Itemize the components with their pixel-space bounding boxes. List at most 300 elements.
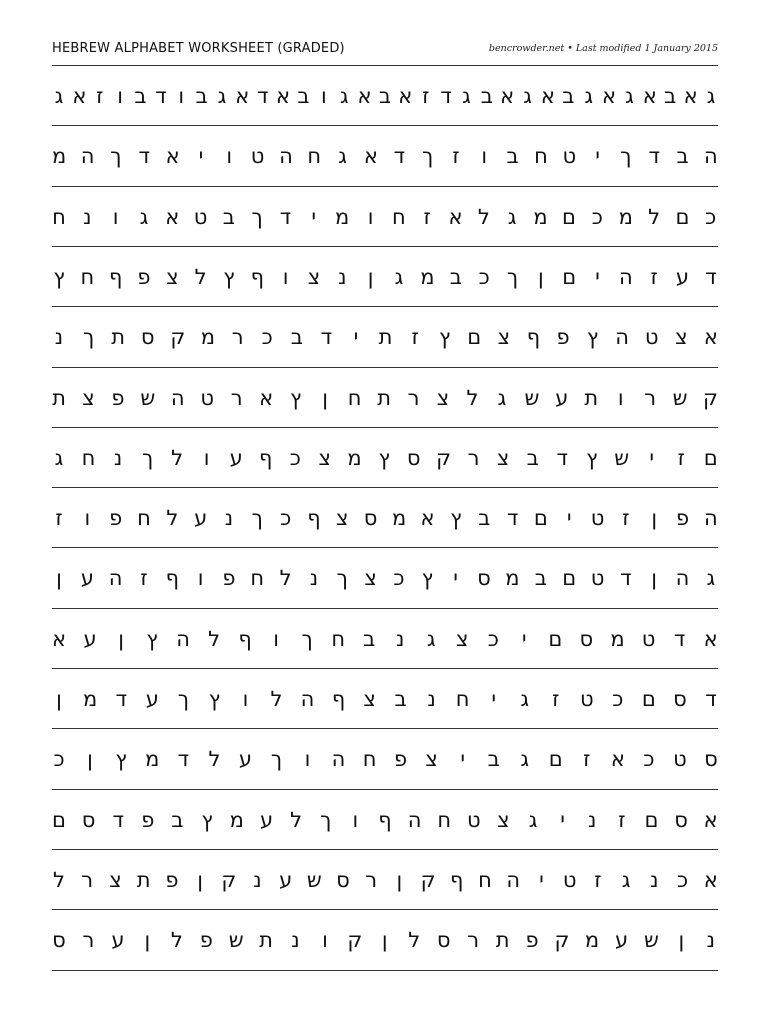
hebrew-letter: י [595,264,600,289]
hebrew-letter: ף [307,506,321,531]
hebrew-letter: ע [279,867,293,892]
hebrew-letter: א [398,84,413,108]
ruled-line [52,728,718,729]
hebrew-letter: ג [520,687,530,711]
hebrew-letter: ח [331,626,346,651]
hebrew-letter: ר [365,867,378,892]
hebrew-letter: ח [52,204,66,229]
hebrew-letter: ג [528,807,538,832]
hebrew-letter: ה [704,144,718,169]
hebrew-letter: י [649,445,655,470]
hebrew-letter: ך [421,144,434,169]
hebrew-letter: ח [455,687,470,711]
hebrew-letter: ז [650,264,658,289]
hebrew-letter: ם [562,566,577,591]
hebrew-letter: ן [87,747,93,772]
hebrew-letter: ז [594,867,602,892]
hebrew-letter: צ [82,385,95,410]
hebrew-letter: נ [54,325,64,350]
hebrew-letter: כ [53,747,65,772]
hebrew-letter: ט [590,566,605,591]
hebrew-letter: מ [533,204,548,229]
hebrew-letter: ר [644,385,657,410]
hebrew-letter: מ [200,325,216,350]
hebrew-letter: ת [111,325,126,350]
hebrew-letter: ם [644,807,659,832]
hebrew-letter: ן [381,928,388,953]
hebrew-letter: ג [426,626,436,651]
hebrew-letter: כ [261,325,273,350]
hebrew-letter: פ [111,385,125,410]
hebrew-letter: מ [347,445,362,470]
hebrew-letter: ף [450,867,464,892]
hebrew-letter: ט [590,506,605,531]
hebrew-letter: ק [554,928,570,953]
hebrew-letter: ל [466,385,479,410]
hebrew-letter: ד [440,84,452,108]
hebrew-letter: ץ [290,385,302,410]
hebrew-letter: מ [335,204,350,229]
hebrew-letter: א [165,204,180,229]
hebrew-letter: ץ [53,264,65,289]
hebrew-letter: ג [338,144,347,169]
hebrew-letter: ם [52,807,66,832]
hebrew-letter: ץ [223,264,235,289]
hebrew-letter: י [198,144,204,169]
hebrew-letter: ן [651,566,658,591]
hebrew-letter: ט [641,626,656,651]
hebrew-letter: ה [675,566,690,591]
hebrew-letter: מ [83,687,98,711]
page-title: HEBREW ALPHABET WORKSHEET (GRADED) [52,41,345,56]
hebrew-letter: צ [496,445,510,470]
hebrew-letter: ג [621,867,631,892]
hebrew-letter: ו [320,84,327,108]
hebrew-letter: ב [480,84,493,108]
hebrew-letter: ן [144,928,151,953]
hebrew-letter: ל [166,506,179,531]
hebrew-letter: ם [467,325,482,350]
hebrew-letter: א [276,84,291,108]
hebrew-letter: א [72,84,87,108]
hebrew-letter: ץ [450,506,462,531]
hebrew-letter: ם [562,264,577,289]
hebrew-letter: ע [145,687,159,711]
letter-row [52,262,718,292]
hebrew-letter: מ [229,807,244,832]
hebrew-letter: ג [706,84,716,108]
hebrew-letter: ך [82,325,95,350]
hebrew-letter: ץ [201,807,213,832]
hebrew-letter: ת [377,385,391,410]
hebrew-letter: מ [391,506,407,531]
source-and-date: bencrowder.net • Last modified 1 January 2015 [488,43,718,54]
hebrew-letter: ג [523,84,532,108]
hebrew-letter: ז [55,506,63,531]
hebrew-letter: ט [193,204,208,229]
hebrew-letter: צ [497,325,511,350]
ruled-line [52,65,718,66]
hebrew-letter: פ [199,928,213,953]
hebrew-letter: ח [437,807,452,832]
hebrew-letter: ש [228,928,244,953]
hebrew-letter: ז [411,325,419,350]
hebrew-letter: ד [279,204,292,229]
hebrew-letter: צ [497,807,510,832]
hebrew-letter: כ [393,566,405,591]
hebrew-letter: ץ [586,325,599,350]
hebrew-letter: ו [481,144,488,169]
letter-row [52,81,718,111]
hebrew-letter: ת [584,385,599,410]
letter-row [52,805,718,835]
hebrew-letter: ל [648,204,661,229]
hebrew-letter: ק [221,867,237,892]
ruled-line [52,186,718,187]
hebrew-letter: ה [80,144,95,169]
hebrew-letter: ח [534,144,548,169]
ruled-line [52,849,718,850]
hebrew-letter: ב [676,144,689,169]
hebrew-letter: מ [52,144,67,169]
hebrew-letter: א [420,506,435,531]
hebrew-letter: א [703,807,718,832]
letter-row [52,383,718,413]
hebrew-letter: ו [117,84,123,108]
hebrew-letter: ל [279,566,292,591]
hebrew-letter: ך [251,204,263,229]
hebrew-letter: א [165,144,180,169]
letter-row [52,624,718,654]
hebrew-letter: פ [109,506,123,531]
hebrew-letter: ה [618,264,633,289]
hebrew-letter: ט [200,385,215,410]
hebrew-letter: ב [449,264,462,289]
hebrew-letter: כ [591,204,603,229]
hebrew-letter: י [595,144,600,169]
ruled-line [52,909,718,910]
hebrew-letter: ם [641,687,656,711]
hebrew-letter: י [539,867,544,892]
hebrew-letter: כ [478,264,490,289]
hebrew-letter: ו [282,264,289,289]
hebrew-letter: ד [155,84,167,108]
hebrew-letter: ב [664,84,677,108]
hebrew-letter: ע [83,626,97,651]
hebrew-letter: ח [80,264,95,289]
letter-row [52,925,718,955]
hebrew-letter: ל [171,445,184,470]
hebrew-letter: י [460,747,466,772]
hebrew-letter: ד [620,566,632,591]
hebrew-letter: ע [259,807,274,832]
ruled-line [52,427,718,428]
hebrew-letter: א [540,84,555,108]
hebrew-letter: ק [420,867,436,892]
letter-row [52,684,718,714]
hebrew-letter: י [566,506,572,531]
hebrew-letter: י [453,566,458,591]
hebrew-letter: ש [306,867,322,892]
hebrew-letter: ק [703,385,718,410]
hebrew-letter: פ [165,867,179,892]
hebrew-letter: ג [462,84,471,108]
hebrew-letter: ן [118,626,124,651]
hebrew-letter: ק [170,325,186,350]
hebrew-letter: ב [290,325,303,350]
hebrew-letter: ס [336,867,350,892]
ruled-line [52,668,718,669]
hebrew-letter: ע [80,566,94,591]
hebrew-letter: ד [177,747,190,772]
hebrew-letter: ג [54,445,64,470]
hebrew-letter: צ [436,385,450,410]
hebrew-letter: ל [408,928,421,953]
hebrew-letter: ד [393,144,406,169]
hebrew-letter: ף [526,325,541,350]
hebrew-letter: ז [96,84,104,108]
hebrew-letter: ק [347,928,363,953]
hebrew-letter: ט [466,807,481,832]
hebrew-letter: ז [583,747,591,772]
hebrew-letter: א [357,84,372,108]
hebrew-letter: ג [625,84,634,108]
hebrew-letter: ע [238,747,253,772]
hebrew-letter: צ [364,566,377,591]
hebrew-letter: ב [222,204,235,229]
hebrew-letter: ץ [421,566,433,591]
hebrew-letter: ת [259,928,273,953]
hebrew-letter: מ [618,204,633,229]
hebrew-letter: ן [367,264,374,289]
hebrew-letter: א [703,867,718,892]
hebrew-letter: ח [392,204,406,229]
hebrew-letter: כ [705,204,717,229]
hebrew-letter: ו [203,445,210,470]
hebrew-letter: כ [643,747,655,772]
hebrew-letter: ט [673,747,687,772]
hebrew-letter: ה [108,566,123,591]
hebrew-letter: ן [56,687,62,711]
hebrew-letter: ח [347,385,362,410]
hebrew-letter: ץ [586,445,598,470]
hebrew-letter: ד [256,84,269,108]
hebrew-letter: ה [170,385,185,410]
hebrew-letter: מ [145,747,160,772]
hebrew-letter: ם [675,204,690,229]
hebrew-letter: ד [506,506,519,531]
hebrew-letter: צ [307,264,321,289]
hebrew-letter: ז [423,204,431,229]
hebrew-letter: ס [52,928,66,953]
hebrew-letter: ס [477,566,491,591]
letter-row [52,322,718,352]
hebrew-letter: ג [339,84,349,108]
hebrew-letter: ו [112,204,119,229]
hebrew-letter: ד [705,264,717,289]
hebrew-letter: ג [507,204,517,229]
hebrew-letter: ב [526,445,539,470]
hebrew-letter: ץ [115,747,127,772]
hebrew-letter: י [521,626,527,651]
hebrew-letter: ל [170,928,183,953]
hebrew-letter: פ [137,264,151,289]
hebrew-letter: ס [673,687,687,711]
hebrew-letter: ש [644,928,659,953]
ruled-line [52,125,718,126]
hebrew-letter: ה [506,867,521,892]
hebrew-letter: ד [705,687,717,711]
hebrew-letter: ג [54,84,64,108]
hebrew-letter: ו [197,566,204,591]
hebrew-letter: ו [242,687,249,711]
hebrew-letter: ב [562,84,575,108]
hebrew-letter: כ [487,626,499,651]
hebrew-letter: ת [136,867,151,892]
hebrew-letter: ו [226,144,233,169]
hebrew-letter: ת [495,928,510,953]
hebrew-letter: ע [194,506,208,531]
ruled-line [52,547,718,548]
hebrew-letter: ב [478,506,491,531]
hebrew-letter: א [703,325,718,350]
hebrew-letter: ז [677,445,685,470]
hebrew-letter: פ [556,325,570,350]
hebrew-letter: ו [273,626,280,651]
hebrew-letter: א [259,385,274,410]
hebrew-letter: ף [250,264,265,289]
hebrew-letter: ח [137,506,151,531]
hebrew-letter: כ [289,445,301,470]
hebrew-letter: ב [394,687,407,711]
hebrew-letter: ח [362,747,377,772]
hebrew-letter: ך [620,144,632,169]
hebrew-letter: כ [676,867,689,892]
letter-row [52,141,718,171]
hebrew-letter: ן [651,506,658,531]
hebrew-letter: ש [614,445,630,470]
hebrew-letter: ל [477,204,490,229]
hebrew-letter: ה [176,626,190,651]
hebrew-letter: ס [406,445,421,470]
hebrew-letter: ג [217,84,227,108]
ruled-line [52,306,718,307]
letter-row [52,865,718,895]
hebrew-letter: ך [110,144,122,169]
ruled-line [52,608,718,609]
hebrew-letter: ה [615,325,630,350]
letter-row [52,443,718,473]
hebrew-letter: צ [336,506,349,531]
hebrew-letter: ר [467,928,480,953]
hebrew-letter: ץ [378,445,390,470]
hebrew-letter: צ [166,264,179,289]
hebrew-letter: נ [588,807,597,832]
hebrew-letter: ט [562,144,577,169]
hebrew-letter: ז [552,687,560,711]
hebrew-letter: ל [290,807,303,832]
hebrew-letter: ג [139,204,149,229]
hebrew-letter: ו [367,204,374,229]
hebrew-letter: ץ [439,325,451,350]
hebrew-letter: ד [320,325,333,350]
hebrew-letter: ר [467,445,480,470]
hebrew-letter: ל [208,747,221,772]
hebrew-letter: פ [525,928,539,953]
hebrew-letter: ב [534,566,547,591]
hebrew-letter: כ [612,687,624,711]
hebrew-letter: ע [555,385,569,410]
hebrew-letter: נ [113,445,123,470]
hebrew-letter: נ [253,867,262,892]
hebrew-letter: פ [394,747,408,772]
hebrew-letter: ן [322,385,329,410]
hebrew-letter: ל [194,264,207,289]
hebrew-letter: נ [83,204,92,229]
hebrew-letter: נ [338,264,347,289]
hebrew-letter: ב [171,807,184,832]
hebrew-letter: ע [615,928,629,953]
ruled-line [52,789,718,790]
hebrew-letter: ך [301,626,313,651]
hebrew-letter: א [363,144,378,169]
hebrew-letter: ה [331,747,346,772]
hebrew-letter: ד [138,144,150,169]
hebrew-letter: פ [222,566,236,591]
hebrew-letter: ח [307,144,322,169]
hebrew-letter: ז [140,566,148,591]
hebrew-letter: ב [487,747,500,772]
hebrew-letter: ח [81,445,96,470]
hebrew-letter: י [560,807,565,832]
hebrew-letter: ר [231,325,244,350]
hebrew-letter: צ [675,325,688,350]
letter-row [52,202,718,232]
hebrew-letter: צ [456,626,469,651]
hebrew-letter: ם [562,204,576,229]
hebrew-letter: ך [506,264,519,289]
hebrew-letter: ז [618,807,626,832]
hebrew-letter: ן [396,867,403,892]
hebrew-letter: ו [304,747,311,772]
hebrew-letter: ו [84,506,91,531]
hebrew-letter: ל [208,626,221,651]
hebrew-letter: ז [452,144,460,169]
hebrew-letter: ף [378,807,392,832]
hebrew-letter: א [448,204,463,229]
hebrew-letter: ש [672,385,688,410]
hebrew-letter: ם [533,506,548,531]
hebrew-letter: ח [478,867,492,892]
ruled-line [52,487,718,488]
letter-row [52,744,718,774]
hebrew-letter: ר [81,867,94,892]
hebrew-letter: ד [648,144,660,169]
hebrew-letter: מ [610,626,625,651]
hebrew-letter: ם [548,747,563,772]
hebrew-letter: ם [703,445,718,470]
hebrew-letter: ס [363,506,378,531]
hebrew-letter: א [683,84,698,108]
hebrew-letter: ט [644,325,659,350]
hebrew-letter: ף [108,264,123,289]
hebrew-letter: ב [506,144,519,169]
hebrew-letter: ך [177,687,190,711]
hebrew-letter: ך [251,506,263,531]
hebrew-letter: א [703,626,718,651]
hebrew-letter: ך [141,445,154,470]
hebrew-letter: ט [579,687,594,711]
